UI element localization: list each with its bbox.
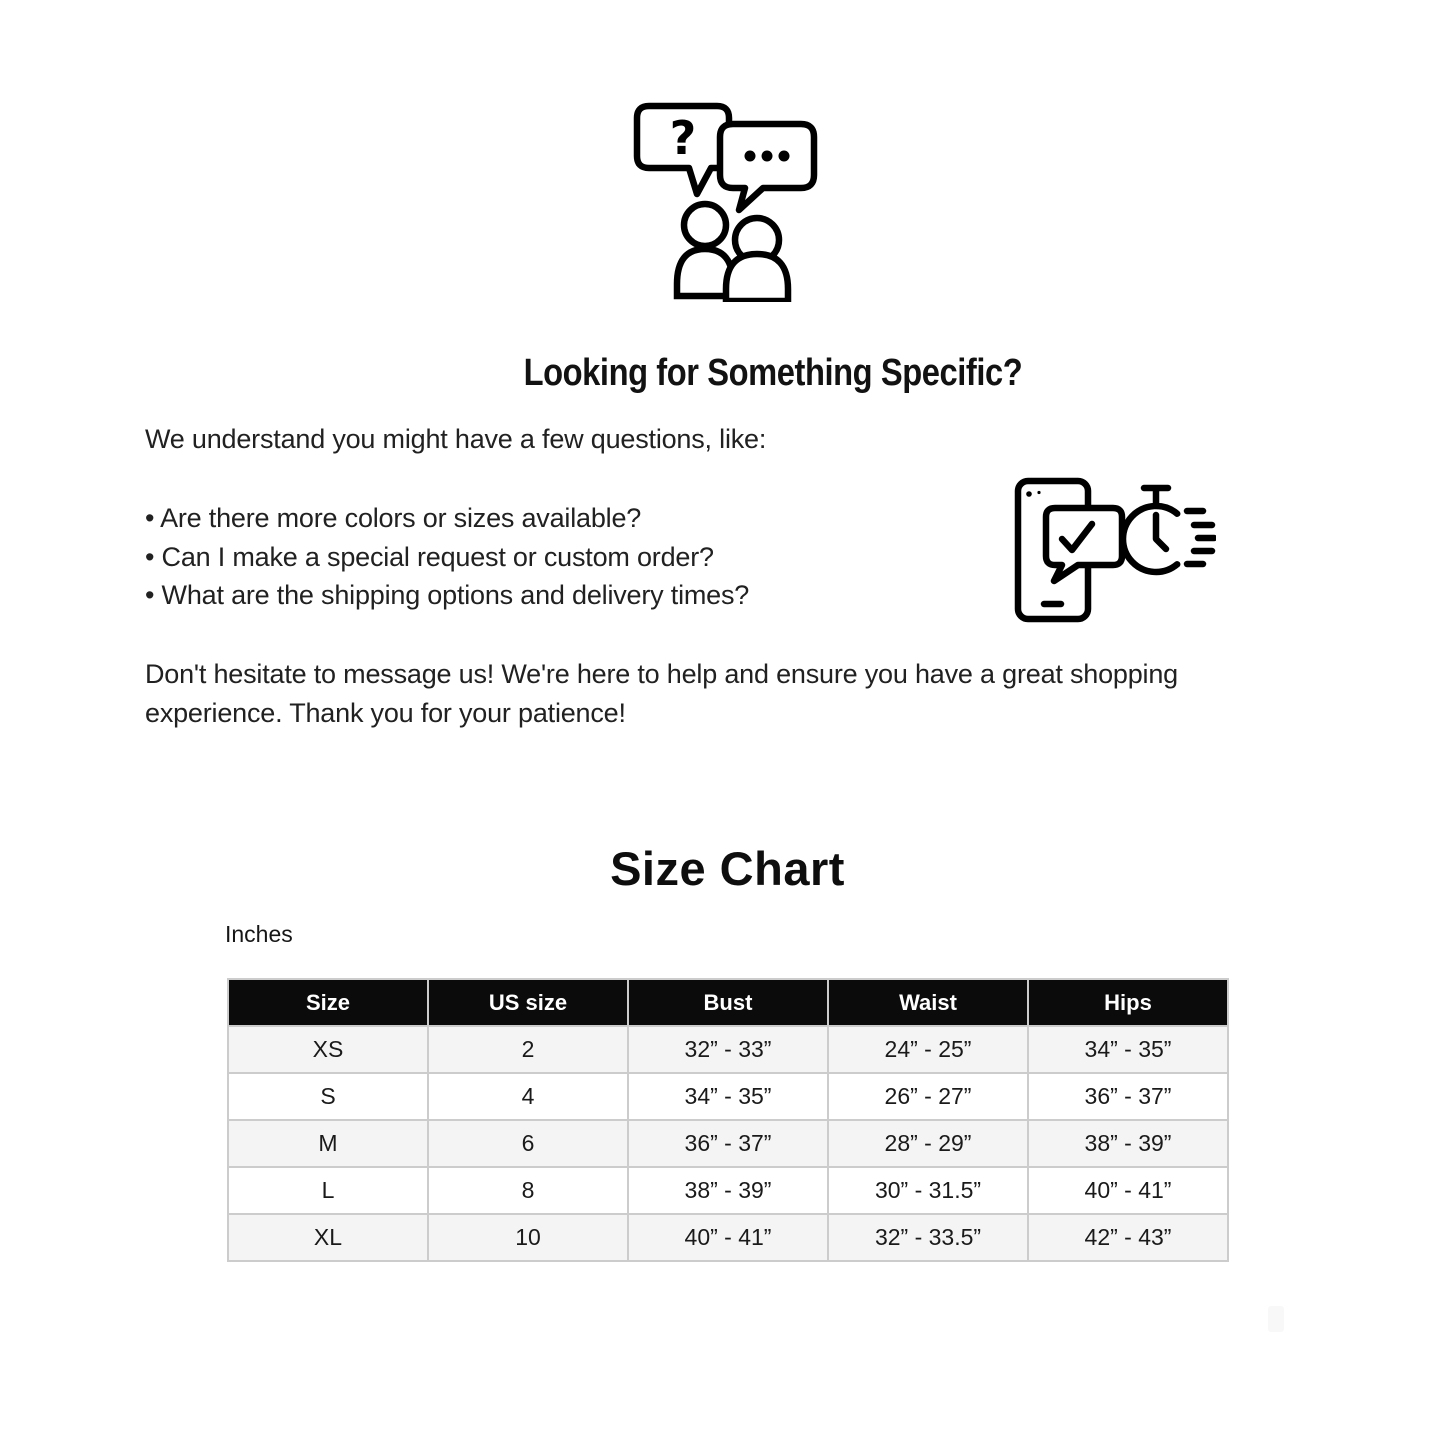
table-row-l: [228, 1167, 1228, 1214]
cell-waist: 30” - 31.5”: [828, 1167, 1028, 1214]
question-list: [145, 499, 749, 615]
question-mark: ?: [669, 111, 697, 165]
cell-waist: 32” - 33.5”: [828, 1214, 1028, 1261]
cell-waist: 24” - 25”: [828, 1026, 1028, 1073]
two-people-chat-icon: [633, 102, 818, 302]
cell-waist: 26” - 27”: [828, 1073, 1028, 1120]
stopwatch-ring: [1123, 506, 1177, 572]
cell-us-size: 4: [428, 1073, 628, 1120]
cell-hips: 40” - 41”: [1028, 1167, 1228, 1214]
column-header-bust: Bust: [628, 979, 828, 1026]
unit-label: Inches: [225, 921, 293, 947]
column-header-hips: Hips: [1028, 979, 1228, 1026]
table-row-xl: [228, 1214, 1228, 1261]
cell-size: S: [228, 1073, 428, 1120]
phone-fast-reply-icon: [1014, 477, 1216, 624]
help-title: Looking for Something Specific?: [523, 352, 1022, 394]
column-header-waist: Waist: [828, 979, 1028, 1026]
help-title-row: [0, 352, 1445, 395]
person-left-head: [684, 204, 726, 246]
help-intro: We understand you might have a few questions, like:: [145, 424, 767, 454]
column-header-us-size: US size: [428, 979, 628, 1026]
ellipsis-bubble: [720, 124, 814, 210]
cell-bust: 34” - 35”: [628, 1073, 828, 1120]
watermark-artifact: [1268, 1306, 1284, 1332]
phone-fast-reply-graphic: [1014, 477, 1216, 624]
question-item: • What are the shipping options and delivery times?: [145, 580, 750, 610]
cell-us-size: 6: [428, 1120, 628, 1167]
cell-hips: 36” - 37”: [1028, 1073, 1228, 1120]
size-chart-title: Size Chart: [610, 842, 845, 895]
cell-bust: 38” - 39”: [628, 1167, 828, 1214]
table-row-s: [228, 1073, 1228, 1120]
question-item: • Can I make a special request or custom order?: [145, 541, 714, 572]
stopwatch-hands: [1156, 515, 1166, 549]
cell-hips: 38” - 39”: [1028, 1120, 1228, 1167]
table-header-row: [228, 979, 1228, 1026]
cell-size: XS: [228, 1026, 428, 1073]
cell-size: XL: [228, 1214, 428, 1261]
ellipsis-dots: [745, 151, 790, 162]
cell-bust: 40” - 41”: [628, 1214, 828, 1261]
speed-lines: [1187, 511, 1214, 564]
size-chart-title-row: [5, 841, 1445, 896]
cell-bust: 36” - 37”: [628, 1120, 828, 1167]
cell-hips: 42” - 43”: [1028, 1214, 1228, 1261]
cell-us-size: 10: [428, 1214, 628, 1261]
person-right-body: [726, 254, 788, 301]
cell-waist: 28” - 29”: [828, 1120, 1028, 1167]
size-chart-table: [227, 978, 1229, 1262]
two-people-chat-graphic: [633, 102, 818, 302]
column-header-size: Size: [228, 979, 428, 1026]
help-outro: Don't hesitate to message us! We're here to help and ensure you have a great shopping experience. Thank you for your patience!: [145, 659, 1178, 728]
cell-us-size: 8: [428, 1167, 628, 1214]
cell-bust: 32” - 33”: [628, 1026, 828, 1073]
phone-camera-dot: [1026, 491, 1032, 497]
phone-camera-dot-small: [1037, 491, 1040, 494]
cell-hips: 34” - 35”: [1028, 1026, 1228, 1073]
table-row-m: [228, 1120, 1228, 1167]
cell-us-size: 2: [428, 1026, 628, 1073]
question-item: • Are there more colors or sizes available?: [145, 503, 642, 533]
cell-size: L: [228, 1167, 428, 1214]
table-row-xs: [228, 1026, 1228, 1073]
cell-size: M: [228, 1120, 428, 1167]
